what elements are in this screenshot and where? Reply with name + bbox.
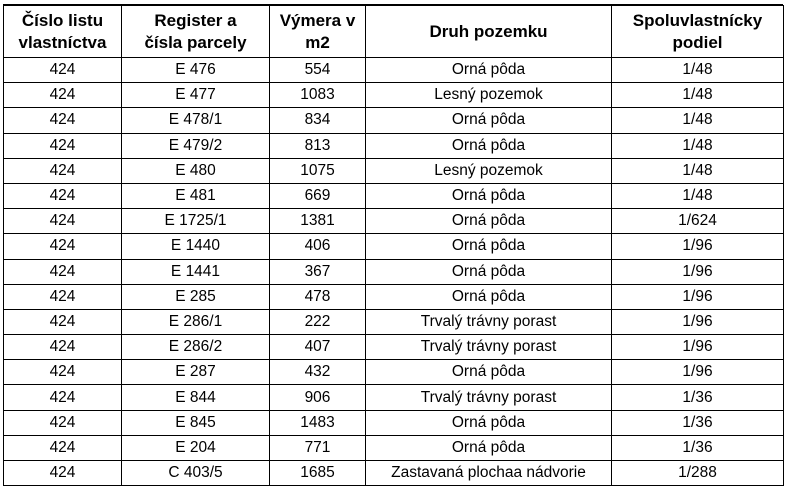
cell-parcel: E 845: [122, 410, 270, 435]
cell-parcel: E 204: [122, 435, 270, 460]
cell-share: 1/36: [612, 385, 784, 410]
cell-share: 1/96: [612, 335, 784, 360]
table-row: [4, 309, 784, 334]
cell-sheet-number: 424: [4, 385, 122, 410]
cell-land-type: Orná pôda: [366, 259, 612, 284]
cell-land-type: Orná pôda: [366, 58, 612, 83]
table-row: [4, 158, 784, 183]
cell-sheet-number: 424: [4, 435, 122, 460]
cell-area: 1083: [270, 83, 366, 108]
cell-share: 1/624: [612, 209, 784, 234]
cell-share: 1/48: [612, 158, 784, 183]
cell-parcel: E 285: [122, 284, 270, 309]
cell-area: 406: [270, 234, 366, 259]
table-row: [4, 183, 784, 208]
cell-land-type: Orná pôda: [366, 360, 612, 385]
cell-area: 478: [270, 284, 366, 309]
cell-parcel: E 480: [122, 158, 270, 183]
cell-parcel: E 286/2: [122, 335, 270, 360]
table-row: [4, 435, 784, 460]
cell-share: 1/96: [612, 360, 784, 385]
cell-area: 1075: [270, 158, 366, 183]
table-row: [4, 209, 784, 234]
header-land-type: Druh pozemku: [366, 6, 612, 58]
parcel-table: [3, 5, 784, 486]
cell-land-type: Orná pôda: [366, 410, 612, 435]
table-row: [4, 360, 784, 385]
cell-sheet-number: 424: [4, 209, 122, 234]
cell-share: 1/48: [612, 108, 784, 133]
cell-share: 1/48: [612, 58, 784, 83]
cell-sheet-number: 424: [4, 183, 122, 208]
cell-area: 906: [270, 385, 366, 410]
cell-parcel: E 286/1: [122, 309, 270, 334]
table-row: [4, 133, 784, 158]
cell-sheet-number: 424: [4, 335, 122, 360]
cell-parcel: E 1725/1: [122, 209, 270, 234]
table-row: [4, 259, 784, 284]
cell-land-type: Trvalý trávny porast: [366, 385, 612, 410]
cell-parcel: E 476: [122, 58, 270, 83]
cell-land-type: Orná pôda: [366, 183, 612, 208]
cell-land-type: Lesný pozemok: [366, 158, 612, 183]
cell-parcel: E 479/2: [122, 133, 270, 158]
table-row: [4, 461, 784, 486]
table-row: [4, 385, 784, 410]
cell-sheet-number: 424: [4, 284, 122, 309]
cell-parcel: E 478/1: [122, 108, 270, 133]
cell-share: 1/288: [612, 461, 784, 486]
cell-land-type: Orná pôda: [366, 284, 612, 309]
cell-area: 813: [270, 133, 366, 158]
cell-area: 1483: [270, 410, 366, 435]
cell-sheet-number: 424: [4, 58, 122, 83]
cell-sheet-number: 424: [4, 83, 122, 108]
table-row: [4, 335, 784, 360]
table-row: [4, 234, 784, 259]
cell-area: 1381: [270, 209, 366, 234]
cell-parcel: C 403/5: [122, 461, 270, 486]
cell-land-type: Orná pôda: [366, 209, 612, 234]
cell-sheet-number: 424: [4, 461, 122, 486]
cell-area: 669: [270, 183, 366, 208]
cell-area: 367: [270, 259, 366, 284]
cell-land-type: Trvalý trávny porast: [366, 309, 612, 334]
table-header-row: [4, 6, 784, 58]
cell-share: 1/96: [612, 259, 784, 284]
cell-share: 1/96: [612, 284, 784, 309]
table-row: [4, 284, 784, 309]
cell-land-type: Orná pôda: [366, 133, 612, 158]
cell-sheet-number: 424: [4, 360, 122, 385]
cell-area: 432: [270, 360, 366, 385]
cell-share: 1/48: [612, 83, 784, 108]
cell-sheet-number: 424: [4, 108, 122, 133]
cell-share: 1/36: [612, 410, 784, 435]
cell-land-type: Trvalý trávny porast: [366, 335, 612, 360]
cell-parcel: E 481: [122, 183, 270, 208]
header-register-parcel: Register a čísla parcely: [122, 6, 270, 58]
cell-sheet-number: 424: [4, 410, 122, 435]
cell-sheet-number: 424: [4, 133, 122, 158]
cell-sheet-number: 424: [4, 259, 122, 284]
cell-share: 1/48: [612, 133, 784, 158]
header-sheet-number: Číslo listu vlastníctva: [4, 6, 122, 58]
cell-area: 834: [270, 108, 366, 133]
cell-parcel: E 1441: [122, 259, 270, 284]
cell-parcel: E 287: [122, 360, 270, 385]
cell-area: 407: [270, 335, 366, 360]
cell-share: 1/36: [612, 435, 784, 460]
table-row: [4, 108, 784, 133]
cell-sheet-number: 424: [4, 309, 122, 334]
cell-share: 1/48: [612, 183, 784, 208]
table-row: [4, 83, 784, 108]
cell-share: 1/96: [612, 309, 784, 334]
cell-land-type: Zastavaná plochaa nádvorie: [366, 461, 612, 486]
cell-land-type: Orná pôda: [366, 435, 612, 460]
cell-area: 771: [270, 435, 366, 460]
cell-parcel: E 844: [122, 385, 270, 410]
cell-land-type: Orná pôda: [366, 108, 612, 133]
cell-sheet-number: 424: [4, 234, 122, 259]
cell-parcel: E 1440: [122, 234, 270, 259]
cell-area: 1685: [270, 461, 366, 486]
header-ownership-share: Spoluvlastnícky podiel: [612, 6, 784, 58]
cell-area: 222: [270, 309, 366, 334]
table-row: [4, 58, 784, 83]
cell-land-type: Lesný pozemok: [366, 83, 612, 108]
table-row: [4, 410, 784, 435]
cell-land-type: Orná pôda: [366, 234, 612, 259]
cell-parcel: E 477: [122, 83, 270, 108]
header-area: Výmera v m2: [270, 6, 366, 58]
cell-share: 1/96: [612, 234, 784, 259]
cell-area: 554: [270, 58, 366, 83]
cell-sheet-number: 424: [4, 158, 122, 183]
